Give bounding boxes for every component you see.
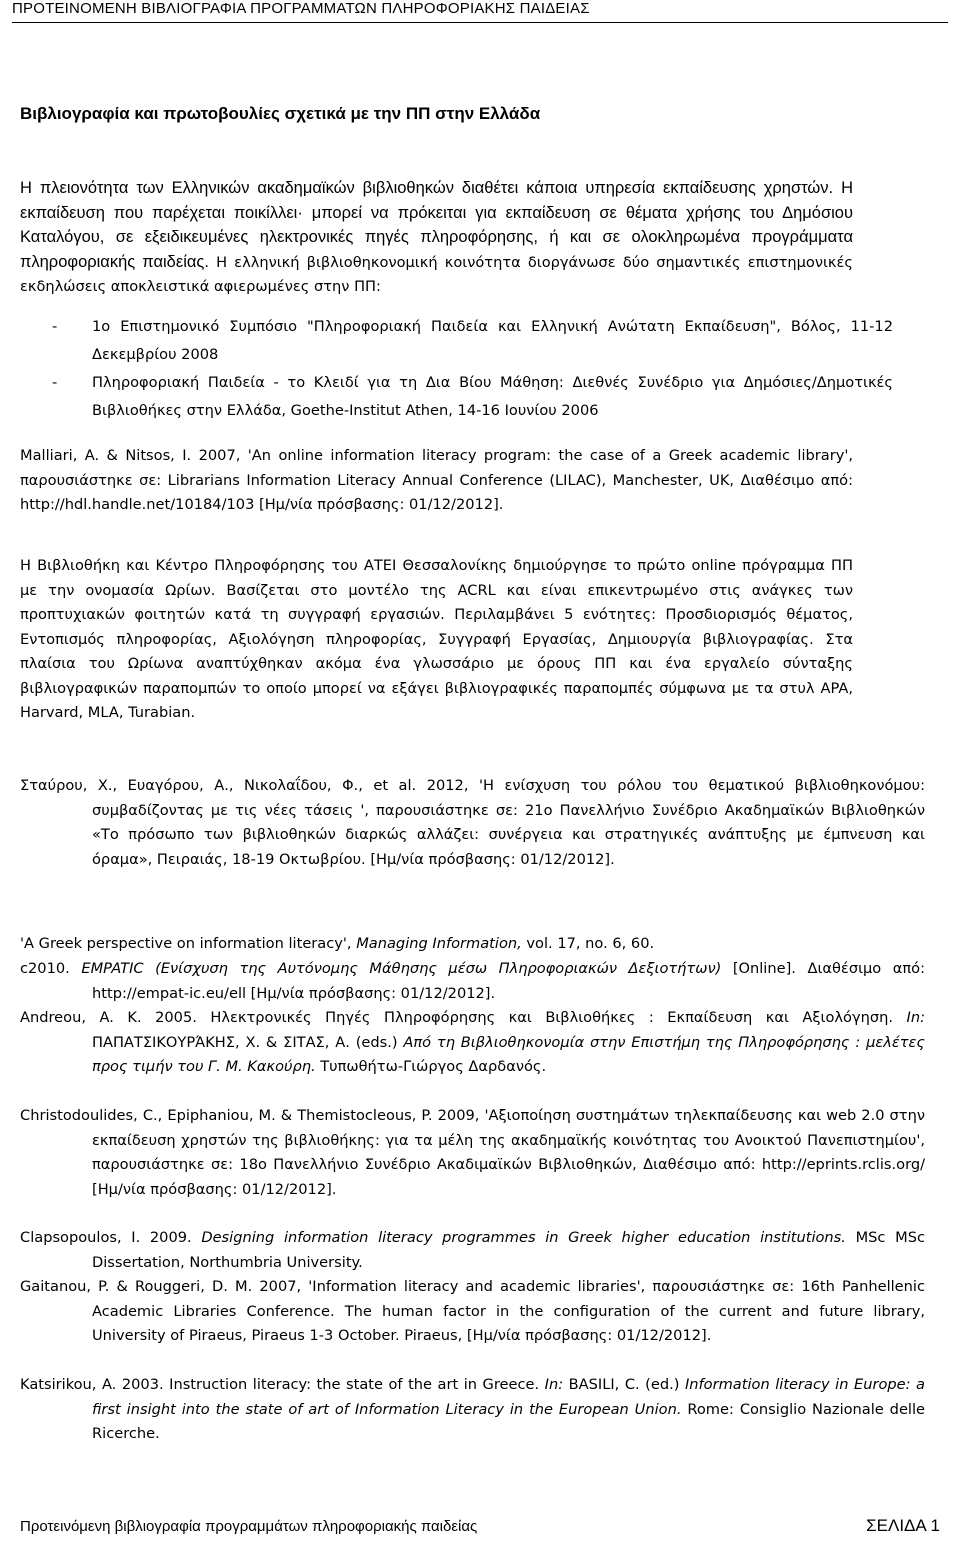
ref-title: EMPATIC (Ενίσχυση της Αυτόνομης Μάθησης μέσω Πληροφοριακών Δεξιοτήτων) [81, 960, 722, 977]
stavrou-reference: Σταύρου, Χ., Ευαγόρου, Α., Νικολαΐδου, Φ., et al. 2012, 'Η ενίσχυση του ρόλου του θεματικού βιβλιοθηκονόμου: συμβαδίζοντας με τις νέες τάσεις ', παρουσιάστηκε σε: 21ο Πανελλήνιο Συνέδριο Ακαδημαϊκών Βιβλιοθηκών «Το πρόσωπο των βιβλιοθηκών διαρκώς αλλάζει: συνέργεια και στρατηγικές ανάπτυξης με έμπνευση και όραμα», Πειραιάς, 18-19 Οκτωβρίου. [Ημ/νία πρόσβασης: 01/12/2012]. [20, 777, 925, 868]
ref-text: Τυπωθήτω-Γιώργος Δαρδανός. [315, 1058, 547, 1075]
event-text: Πληροφοριακή Παιδεία - το Κλειδί για τη Δια Βίου Μάθηση: Διεθνές Συνέδριο για Δημόσιες/Δημοτικές Βιβλιοθήκες στην Ελλάδα, Goethe-Institut Athen, 14-16 Ιουνίου 2006 [92, 374, 893, 419]
footer-title: Προτεινόμενη βιβλιογραφία προγραμμάτων πληροφοριακής παιδείας [20, 1518, 478, 1535]
section-title: Βιβλιογραφία και πρωτοβουλίες σχετικά με την ΠΠ στην Ελλάδα [20, 104, 541, 123]
ref-text: [Online]. Διαθέσιμο από: http://empat-ic.eu/ell [Ημ/νία πρόσβασης: 01/12/2012]. [92, 960, 925, 1002]
reference-katsirikou [20, 1373, 925, 1447]
reference-greek-perspective [20, 932, 925, 957]
page-number: ΣΕΛΙΔΑ 1 [866, 1516, 940, 1535]
ref-text: vol. 17, no. 6, 60. [521, 935, 655, 952]
reference-christodoulides: Christodoulides, C., Epiphaniou, M. & Themistocleous, P. 2009, 'Αξιοποίηση συστημάτων τηλεκπαίδευσης και web 2.0 στην εκπαίδευση χρηστών της βιβλιοθήκης: για τα μέλη της ακαδημαϊκής κοινότητας του Ανοικτού Πανεπιστημίου', παρουσιάστηκε σε: 18ο Πανελλήνιο Συνέδριο Ακαδιμαϊκών Βιβλιοθηκών, Διαθέσιμο από: http://eprints.rclis.org/ [Ημ/νία πρόσβασης: 01/12/2012]. [20, 1107, 925, 1198]
event-text: 1ο Επιστημονικό Συμπόσιο "Πληροφοριακή Παιδεία και Ελληνική Ανώτατη Εκπαίδευση", Βόλος, 11-12 Δεκεμβρίου 2008 [92, 318, 893, 363]
ref-text: BASILI, C. (ed.) [563, 1376, 685, 1393]
ref-book-title: Information literacy in Europe: a first insight into the state of art of Information Literacy in the European Union. [92, 1376, 925, 1418]
ref-book-title: Από τη Βιβλιοθηκονομία στην Επιστήμη της Πληροφόρησης : μελέτες προς τιμήν του Γ. Μ. Κακούρη. [92, 1033, 926, 1075]
reference-empatic [20, 957, 925, 1006]
ref-journal: Managing Information, [356, 935, 522, 952]
page-footer [20, 1518, 940, 1535]
ref-text: Katsirikou, A. 2003. Instruction literacy: the state of the art in Greece. [20, 1376, 545, 1393]
running-header: ΠΡΟΤΕΙΝΟΜΕΝΗ ΒΙΒΛΙΟΓΡΑΦΙΑ ΠΡΟΓΡΑΜΜΑΤΩΝ ΠΛΗΡΟΦΟΡΙΑΚΗΣ ΠΑΙΔΕΙΑΣ [12, 0, 948, 23]
reference-andreou [20, 1006, 925, 1080]
orion-paragraph: Η Βιβλιοθήκη και Κέντρο Πληροφόρησης του ΑΤΕΙ Θεσσαλονίκης δημιούργησε το πρώτο online πρόγραμμα ΠΠ με την ονομασία Ωρίων. Βασίζεται στο μοντέλο της ACRL και είναι επικεντρωμένο στις ανάγκες των προπτυχιακών φοιτητών κατά τη συγγραφή εργασιών. Περιλαμβάνει 5 ενότητες: Προσδιορισμός θέματος, Εντοπισμός πληροφορίας, Αξιολόγηση πληροφορίας, Συγγραφή Εργασίας, Δημιουργία βιβλιογραφίας. Στα πλαίσια του Ωρίωνα αναπτύχθηκαν ακόμα ένα γλωσσάριο με όρους ΠΠ και ένα εργαλείο σύνταξης βιβλιογραφικών παραπομπών το οποίο μπορεί να εξάγει βιβλιογραφικές παραπομπές σύμφωνα με τα στυλ APA, Harvard, MLA, Turabian. [20, 557, 853, 721]
ref-text: 'A Greek perspective on information literacy', [20, 935, 357, 952]
intro-body-text: Η ελληνική βιβλιοθηκονομική κοινότητα διοργάνωσε δύο σημαντικές επιστημονικές εκδηλώσεις αποκλειστικά αφιερωμένες στην ΠΠ: [20, 253, 853, 295]
ref-text: MSc MSc Dissertation, Northumbria University. [92, 1229, 925, 1271]
ref-text: Clapsopoulos, I. 2009. [20, 1229, 202, 1246]
ref-text: c2010. [20, 960, 82, 977]
ref-text: ΠΑΠΑΤΣΙΚΟΥΡΆΚΗΣ, Χ. & ΣΙΤΑΣ, Α. (eds.) [92, 1033, 404, 1051]
list-item [52, 313, 893, 369]
ref-text: Rome: Consiglio Nazionale delle Ricerche. [92, 1400, 926, 1442]
intro-sans-text: Η πλειονότητα των Ελληνικών ακαδημαϊκών βιβλιοθηκών διαθέτει κάποια υπηρεσία εκπαίδευσης χρηστών. Η εκπαίδευση που παρέχεται ποικίλλει· μπορεί να πρόκειται για εκπαίδευση σε θέματα χρήσης του Δημόσιου Καταλόγου, σε εξειδικευμένες ηλεκτρονικές πηγές πληροφόρησης, ή και σε ολοκληρωμένα προγράμματα πληροφοριακής παιδείας. [20, 179, 853, 271]
reference-clapsopoulos [20, 1226, 925, 1275]
ref-in: In: [906, 1009, 925, 1026]
list-dash: - [52, 318, 58, 335]
reference-gaitanou: Gaitanou, P. & Rouggeri, D. M. 2007, 'Information literacy and academic libraries', παρουσιάστηκε σε: 16th Panhellenic Academic Libraries Conference. The human factor in the configuration of the current and future library, University of Piraeus, Piraeus 1-3 October. Piraeus, [Ημ/νία πρόσβασης: 01/12/2012]. [20, 1278, 925, 1344]
ref-text: Andreou, A. K. 2005. Ηλεκτρονικές Πηγές Πληροφόρησης και Βιβλιοθήκες : Εκπαίδευση και Αξιολόγηση. [20, 1009, 907, 1026]
list-item [52, 369, 893, 425]
intro-paragraph [20, 176, 853, 300]
ref-in: In: [544, 1376, 564, 1393]
malliari-reference: Malliari, A. & Nitsos, I. 2007, 'An online information literacy program: the case of a Greek academic library', παρουσιάστηκε σε: Librarians Information Literacy Annual Conference (LILAC), Manchester, UK, Διαθέσιμο από: http://hdl.handle.net/10184/103 [Ημ/νία πρόσβασης: 01/12/2012]. [20, 447, 853, 513]
ref-title: Designing information literacy programmes in Greek higher education institutions. [201, 1229, 846, 1246]
list-dash: - [52, 374, 58, 391]
